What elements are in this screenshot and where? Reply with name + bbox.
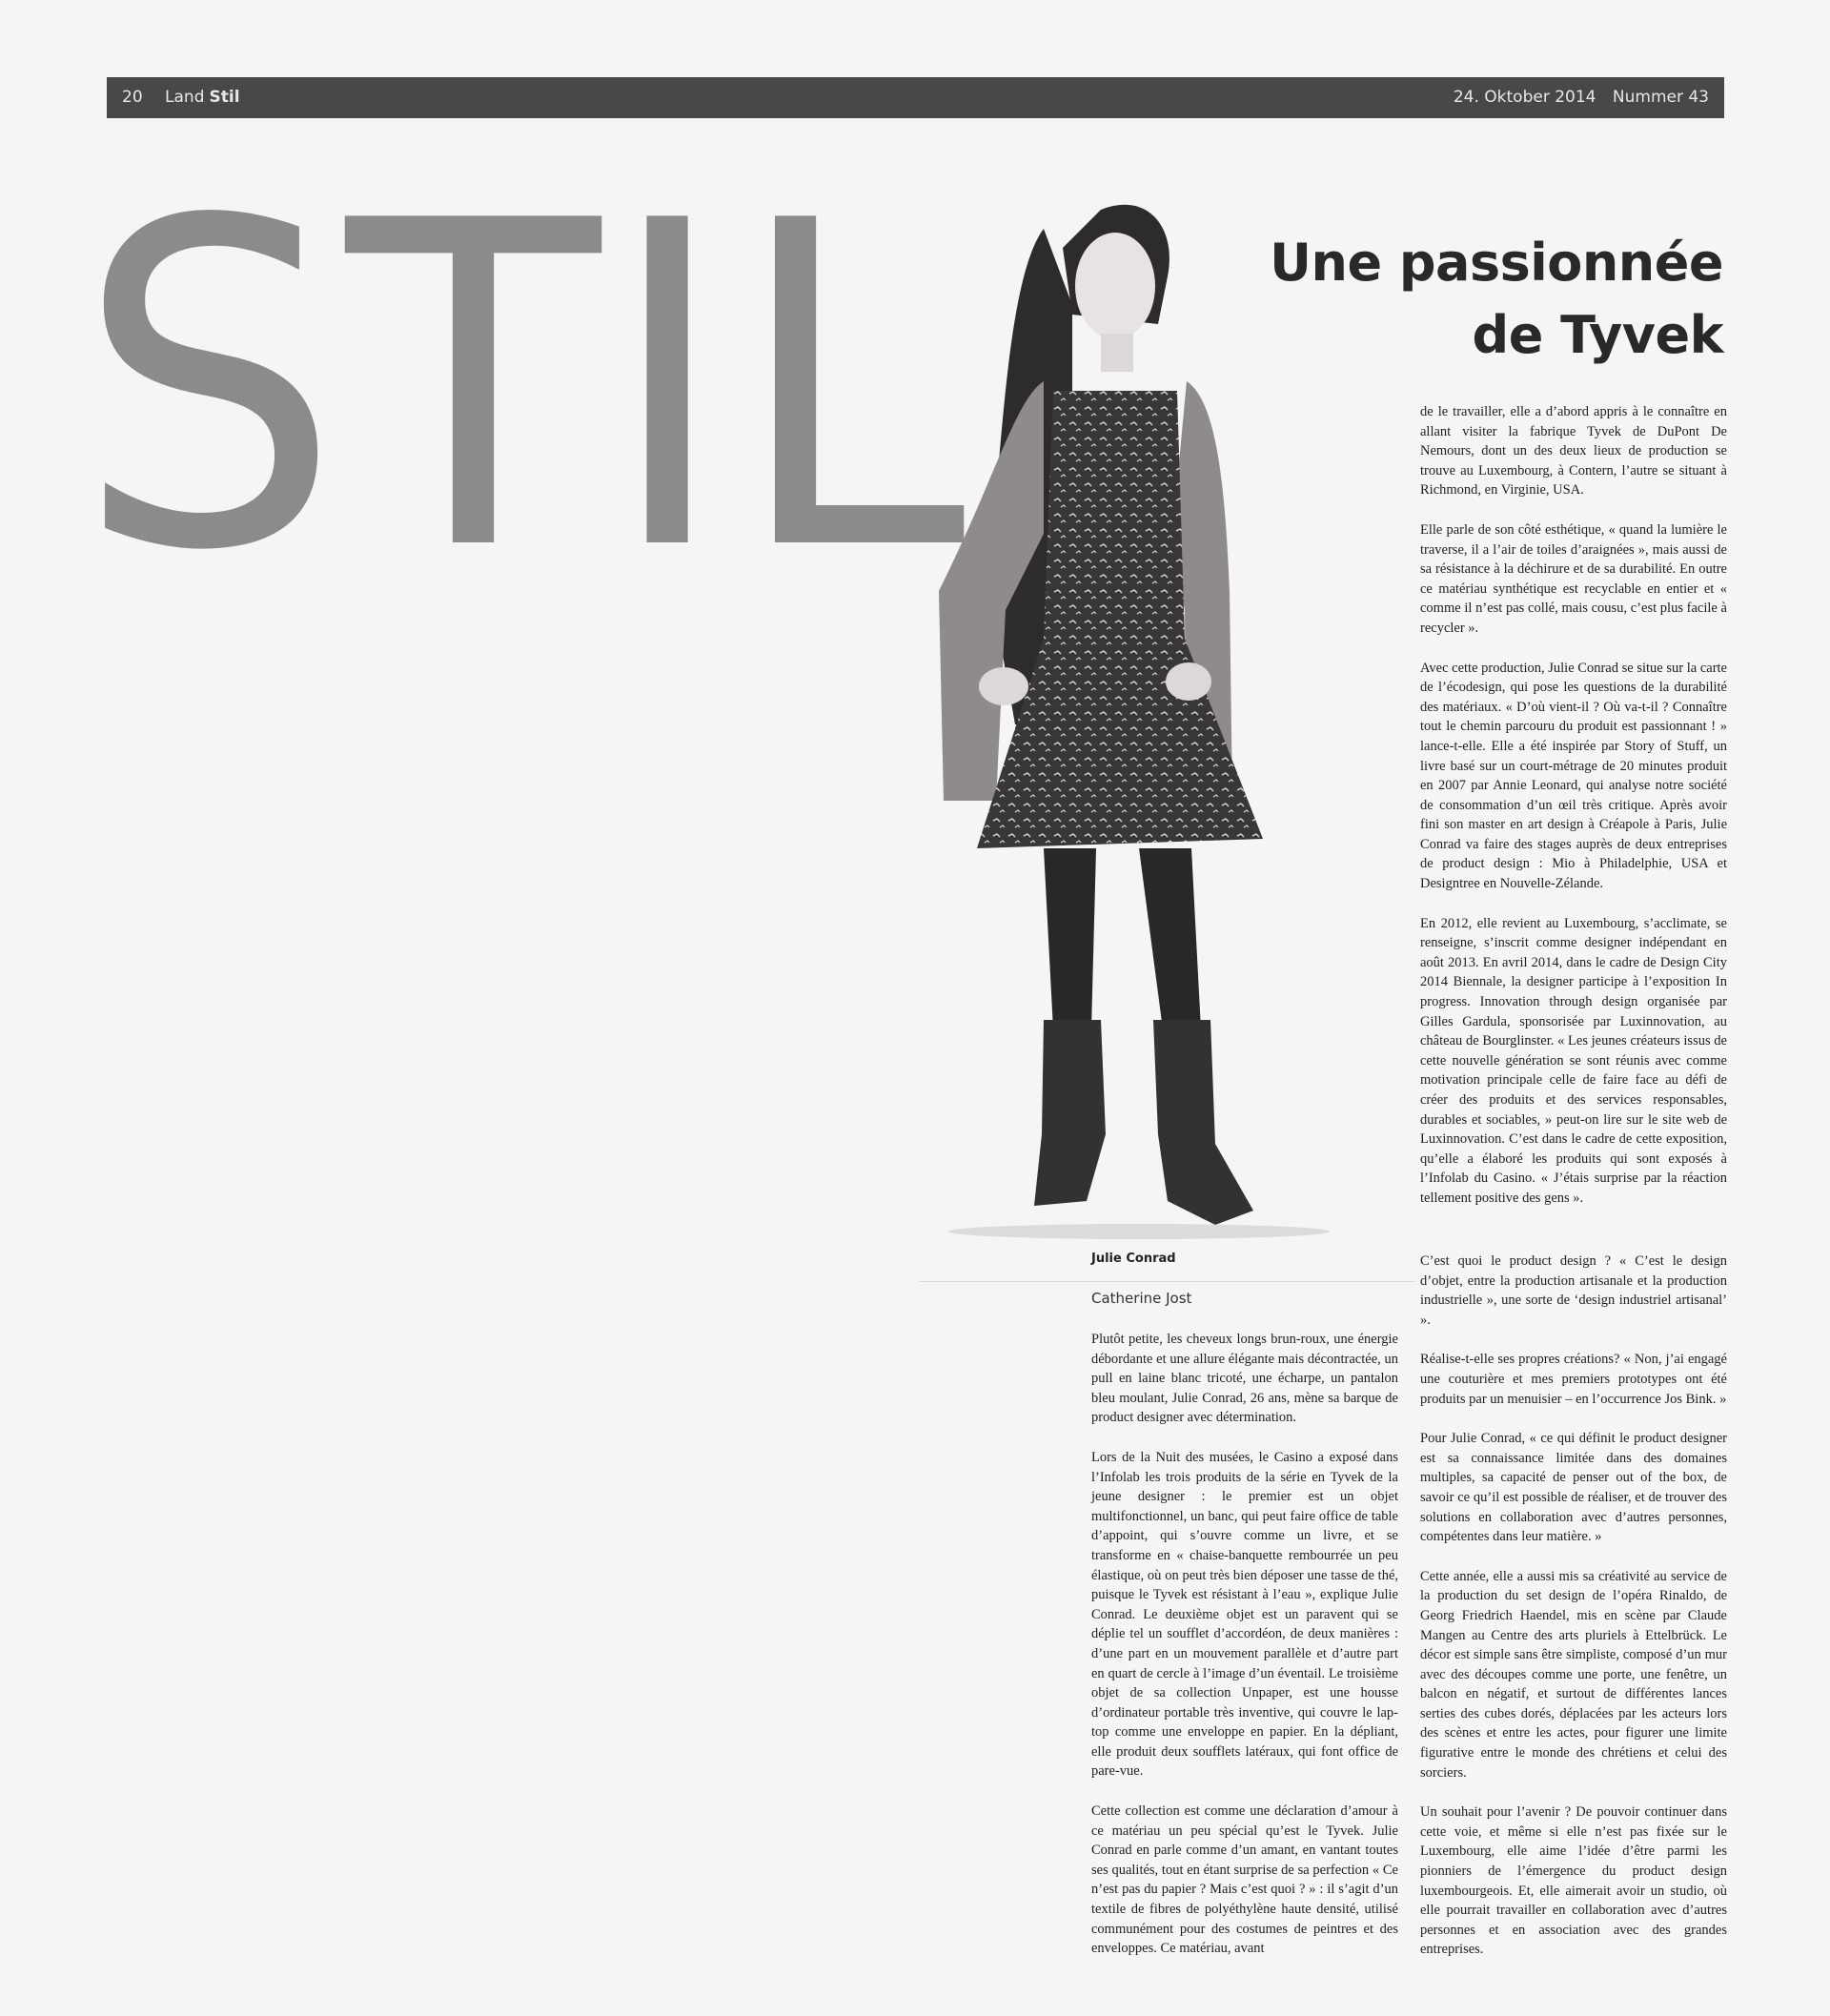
section-name: Stil — [209, 88, 240, 107]
author-byline: Catherine Jost — [1091, 1290, 1192, 1307]
portrait-photo — [929, 191, 1368, 1249]
article-paragraph: de le travailler, elle a d’abord appris à le connaître en allant visiter la fabrique Tyvek de DuPont De Nemours, dont un des deux lieux de production se trouve au Luxembourg, à Contern, l’autre se situant à Richmond, en Virginie, USA. — [1420, 404, 1727, 499]
article-column-right-bottom — [1420, 1252, 1727, 1980]
section-title-stil: STIL — [76, 127, 972, 648]
header-right — [1442, 88, 1709, 107]
issue-number: Nummer 43 — [1612, 88, 1709, 107]
article-column-left — [1091, 1330, 1398, 1979]
header-left — [122, 88, 257, 107]
photo-baseline-rule — [920, 1281, 1415, 1282]
headline-line-1: Une passionnée — [1270, 233, 1723, 293]
issue-date: 24. Oktober 2014 — [1453, 88, 1596, 107]
article-paragraph: Réalise-t-elle ses propres créations? « Non, j’ai engagé une couturière et mes premiers prototypes ont été produits par un menuisier – en l’occurrence Jos Bink. » — [1420, 1352, 1727, 1407]
article-paragraph: Pour Julie Conrad, « ce qui définit le product designer est sa connaissance limitée dans des domaines multiples, sa capacité de penser out of the box, de savoir ce qu’il est possible de réaliser, et de trouver des solutions en collaboration avec d’autres personnes, compétentes dans leur matière. » — [1420, 1431, 1727, 1545]
headline-line-2: de Tyvek — [1472, 305, 1723, 365]
article-column-right-top — [1420, 402, 1727, 1229]
article-paragraph: Elle parle de son côté esthétique, « quand la lumière le traverse, il a l’air de toiles d’araignées », mais aussi de sa résistance à la déchirure et de sa durabilité. En outre ce matériau synthétique est recyclable en entier et « comme il n’est pas collé, mais cousu, c’est plus facile à recycler ». — [1420, 521, 1727, 636]
page-number: 20 — [122, 88, 143, 107]
photo-caption: Julie Conrad — [1091, 1252, 1176, 1266]
page-header-bar — [107, 77, 1724, 118]
article-paragraph: Cette collection est comme une déclaration d’amour à ce matériau un peu spécial qu’est le Tyvek. Julie Conrad en parle comme d’un amant, en vantant toutes ses qualités, tout en étant surprise de sa perfection « Ce n’est pas du papier ? Mais c’est quoi ? » : il s’agit d’un textile de fibres de polyéthylène haute densité, utilisé communément pour des costumes de peintres et des enveloppes. Ce matériau, avant — [1091, 1803, 1398, 1957]
article-paragraph: Plutôt petite, les cheveux longs brun-roux, une énergie débordante et une allure élégante mais décontractée, un pull en laine blanc tricoté, une écharpe, un pantalon bleu moulant, Julie Conrad, 26 ans, mène sa barque de product designer avec détermination. — [1091, 1332, 1398, 1426]
article-paragraph: En 2012, elle revient au Luxembourg, s’acclimate, se renseigne, s’inscrit comme designer indépendant en août 2013. En avril 2014, dans le cadre de Design City 2014 Biennale, la designer participe à l’exposition In progress. Innovation through design organisée par Gilles Gardula, sponsorisée par Luxinnovation, au château de Bourglinster. « Les jeunes créateurs issus de cette nouvelle génération se sont réunis avec comme motivation principale celle de faire face au défi de créer des produits et des services responsables, durables et sociables, » peut-on lire sur le site web de Luxinnovation. C’est dans le cadre de cette exposition, qu’elle a élaboré les produits qui sont exposés à l’Infolab du Casino. « J’étais surprise par la réaction tellement positive des gens ». — [1420, 915, 1727, 1206]
article-paragraph: Un souhait pour l’avenir ? De pouvoir continuer dans cette voie, et même si elle n’est pas fixée sur le Luxembourg, elle aime l’idée d’être parmi les pionniers de l’émergence du product design luxembourgeois. Et, elle aimerait avoir un studio, où elle pourrait travailler en collaboration avec d’autres personnes et en association avec des grandes entreprises. — [1420, 1804, 1727, 1958]
article-paragraph: C’est quoi le product design ? « C’est le design d’objet, entre la production artisanale et la production industrielle », une sorte de ‘design industriel artisanal’ ». — [1420, 1253, 1727, 1328]
article-paragraph: Lors de la Nuit des musées, le Casino a exposé dans l’Infolab les trois produits de la série en Tyvek de la jeune designer : le premier est un objet multifonctionnel, un banc, qui peut faire office de table d’appoint, qui s’ouvre comme un livre, et se transforme en « chaise-banquette rembourrée un peu élastique, où on peut très bien déposer une tasse de thé, puisque le Tyvek est résistant à l’eau », explique Julie Conrad. Le deuxième objet est un paravent qui se déplie tel un soufflet d’accordéon, de deux manières : d’une part en un mouvement parallèle et d’autre part en quart de cercle à l’image d’un éventail. Le troisième objet de sa collection Unpaper, est une housse d’ordinateur portable très inventive, qui couvre le lap-top comme une enveloppe en papier. En la dépliant, elle produit deux soufflets latéraux, qui font office de pare-vue. — [1091, 1449, 1398, 1780]
article-paragraph: Avec cette production, Julie Conrad se situe sur la carte de l’écodesign, qui pose les questions de la durabilité des matériaux. « D’où vient-il ? Où va-t-il ? Connaître tout le chemin parcouru du produit est passionnant ! » lance-t-elle. Elle a été inspirée par Story of Stuff, un livre basé sur un court-métrage de 20 minutes produit en 2007 par Annie Leonard, qui analyse notre société de consommation d’un œil très critique. Après avoir fini son master en art design à Créapole à Paris, Julie Conrad va faire des stages auprès de deux entreprises de product design : Mio à Philadelphie, USA et Designtree en Nouvelle-Zélande. — [1420, 660, 1727, 892]
publication-name: Land Stil — [165, 88, 240, 107]
article-paragraph: Cette année, elle a aussi mis sa créativité au service de la production du set design de l’opéra Rinaldo, de Georg Friedrich Haendel, mis en scène par Claude Mangen au Centre des arts pluriels à Ettelbrück. Le décor est simple sans être simpliste, composé d’un mur avec des découpes comme une porte, une fenêtre, un balcon en négatif, et surtout de différentes lances serties des cubes dorés, déplacées par les acteurs lors des scènes et entre les actes, pour figurer une limite figurative entre le monde des chrétiens et celui des sorciers. — [1420, 1568, 1727, 1781]
